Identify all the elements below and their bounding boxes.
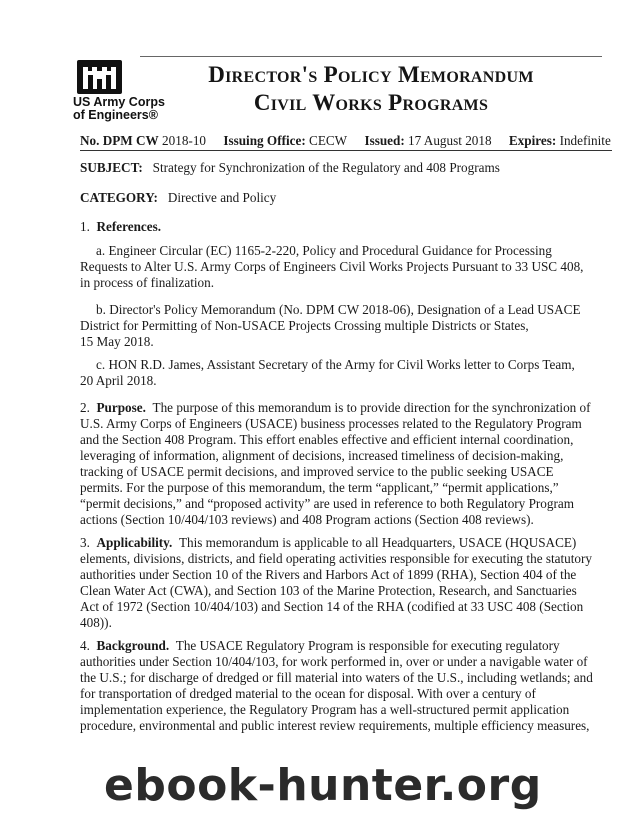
- header-bottom-rule: [80, 150, 612, 151]
- purpose-line: actions (Section 10/404/103 reviews) and 408 Program actions (Section 408 reviews).: [80, 512, 534, 527]
- issued-value: 17 August 2018: [408, 133, 492, 148]
- applicability-first-line: [80, 535, 576, 551]
- usace-castle-logo: [77, 60, 122, 94]
- applicability-line: Clean Water Act (CWA), and Section 103 of the Marine Protection, Research, and Sanctuaries: [80, 583, 577, 598]
- logo-line-2: of Engineers®: [73, 108, 158, 122]
- background-line: implementation experience, the Regulatory Program has a well-structured permit application: [80, 702, 570, 717]
- purpose-line: U.S. Army Corps of Engineers (USACE) business processes related to the Regulatory Program: [80, 416, 582, 431]
- reference-a-line-3: in process of finalization.: [80, 275, 215, 290]
- applicability-line: elements, divisions, districts, and field operating activities responsible for executing the statutory: [80, 551, 592, 566]
- watermark-text: ebook-hunter.org: [104, 760, 542, 811]
- purpose-line: “permit decisions,” and “proposed activity” are used in reference to both Regulatory Program: [80, 496, 574, 511]
- subject-line: [80, 160, 500, 176]
- background-first-text: The USACE Regulatory Program is responsible for executing regulatory: [175, 638, 560, 653]
- applicability-first-text: This memorandum is applicable to all Headquarters, USACE (HQUSACE): [178, 535, 577, 550]
- number-value: 2018-10: [162, 133, 207, 148]
- background-num: 4.: [80, 638, 90, 653]
- reference-b-line-3: 15 May 2018.: [80, 334, 154, 349]
- applicability-label: Applicability.: [96, 535, 173, 550]
- office-label: Issuing Office:: [223, 133, 306, 148]
- reference-a-line-2: Requests to Alter U.S. Army Corps of Engineers Civil Works Projects Pursuant to 33 USC 408,: [80, 259, 584, 274]
- purpose-line: leveraging of information, alignment of decisions, increased timeliness of decision-making,: [80, 448, 564, 463]
- applicability-num: 3.: [80, 535, 90, 550]
- purpose-label: Purpose.: [96, 400, 146, 415]
- purpose-first-text: The purpose of this memorandum is to provide direction for the synchronization of: [152, 400, 591, 415]
- header-top-rule: [140, 56, 602, 57]
- purpose-line: and the Section 408 Program. This effort enables effective and efficient internal coordination,: [80, 432, 574, 447]
- category-text: Directive and Policy: [167, 190, 277, 205]
- purpose-num: 2.: [80, 400, 90, 415]
- memo-title-line-2: Civil Works Programs: [253, 90, 489, 115]
- category-label: CATEGORY:: [80, 190, 158, 205]
- memo-meta-line: [80, 133, 611, 149]
- background-line: the U.S.; for discharge of dredged or fill material into waters of the U.S., including wetlands; and: [80, 670, 593, 685]
- reference-a-line-1: a. Engineer Circular (EC) 1165-2-220, Policy and Procedural Guidance for Processing: [96, 243, 552, 258]
- background-line: for transportation of dredged material to the ocean for disposal. With over a century of: [80, 686, 536, 701]
- office-value: CECW: [309, 133, 348, 148]
- reference-c-line-1: c. HON R.D. James, Assistant Secretary of the Army for Civil Works letter to Corps Team,: [96, 357, 575, 372]
- reference-b-line-2: District for Permitting of Non-USACE Projects Crossing multiple Districts or States,: [80, 318, 529, 333]
- reference-b-line-1: b. Director's Policy Memorandum (No. DPM CW 2018-06), Designation of a Lead USACE: [96, 302, 581, 317]
- issued-label: Issued:: [364, 133, 405, 148]
- background-line: authorities under Section 10/404/103, for work performed in, over or under a navigable water of: [80, 654, 588, 669]
- subject-text: Strategy for Synchronization of the Regulatory and 408 Programs: [152, 160, 500, 175]
- purpose-first-line: [80, 400, 591, 416]
- expires-value: Indefinite: [559, 133, 611, 148]
- background-label: Background.: [96, 638, 170, 653]
- logo-line-1: US Army Corps: [73, 95, 165, 109]
- subject-label: SUBJECT:: [80, 160, 143, 175]
- purpose-line: permits. For the purpose of this memorandum, the term “applicant,” “permit applications,”: [80, 480, 559, 495]
- category-line: [80, 190, 276, 206]
- applicability-line: 408)).: [80, 615, 112, 630]
- number-label: No. DPM CW: [80, 133, 159, 148]
- applicability-line: Act of 1972 (Section 10/404/103) and Section 14 of the RHA (codified at 33 USC 408 (Section: [80, 599, 584, 614]
- references-num: 1.: [80, 219, 90, 234]
- castle-icon: [79, 62, 120, 92]
- background-line: procedure, environmental and public interest review requirements, multiple efficiency measures,: [80, 718, 590, 733]
- expires-label: Expires:: [508, 133, 557, 148]
- references-label: References.: [96, 219, 162, 234]
- reference-c-line-2: 20 April 2018.: [80, 373, 157, 388]
- purpose-line: tracking of USACE permit decisions, and improved service to the public seeking USACE: [80, 464, 554, 479]
- references-heading: [80, 219, 161, 235]
- applicability-line: authorities under Section 10 of the Rivers and Harbors Act of 1899 (RHA), Section 404 of the: [80, 567, 577, 582]
- background-first-line: [80, 638, 560, 654]
- memo-title-line-1: Director's Policy Memorandum: [208, 62, 534, 87]
